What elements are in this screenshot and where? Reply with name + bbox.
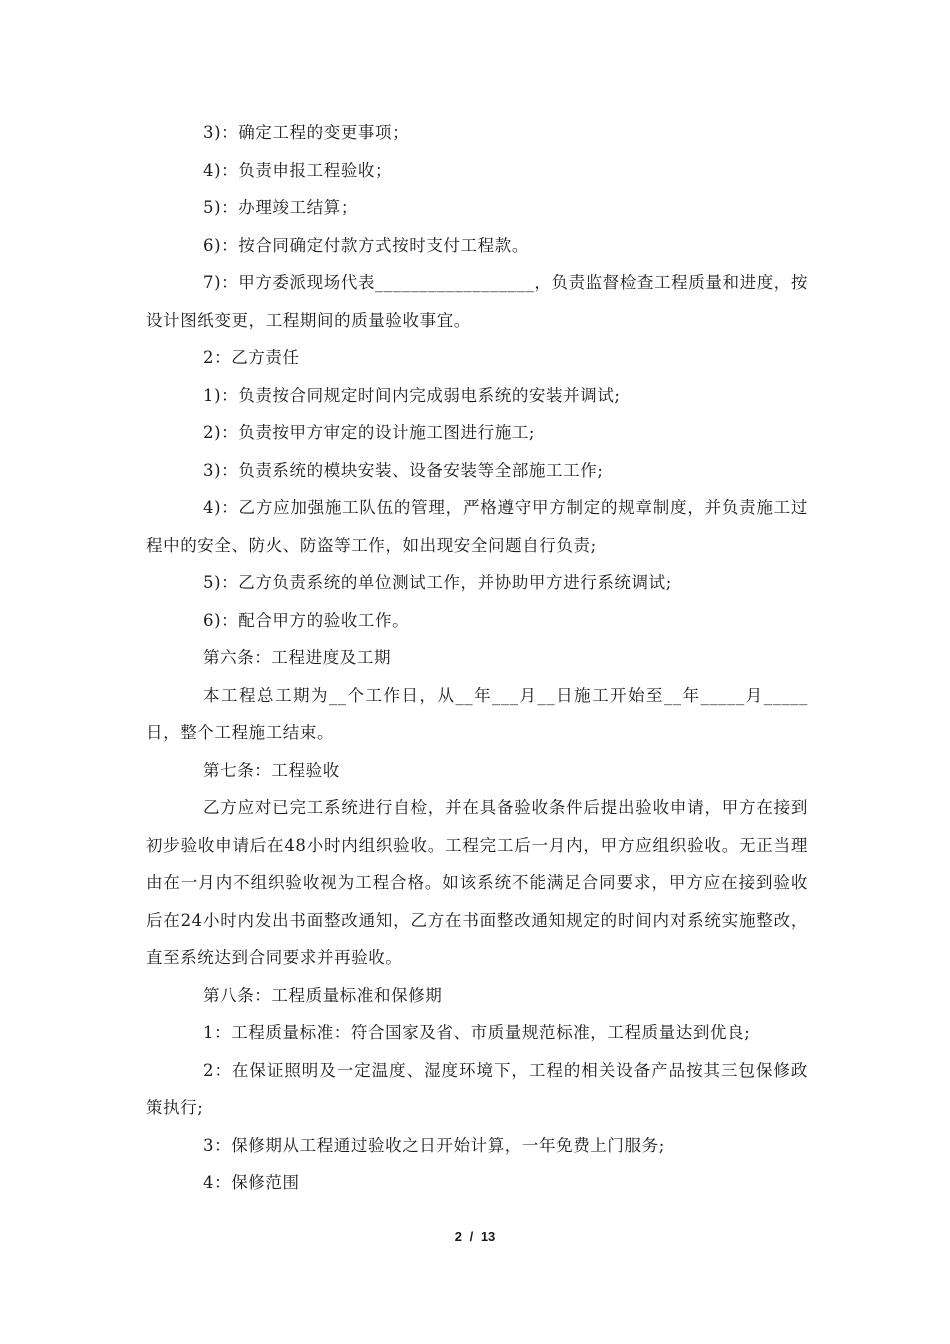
paragraph: 7)：甲方委派现场代表__________________，负责监督检查工程质量和进度，按设计图纸变更，工程期间的质量验收事宜。 <box>146 273 808 330</box>
paragraph: 2：在保证照明及一定温度、湿度环境下，工程的相关设备产品按其三包保修政策执行; <box>146 1060 808 1117</box>
article-heading: 第八条：工程质量标准和保修期 <box>203 985 443 1005</box>
paragraph: 3)：负责系统的模块安装、设备安装等全部施工工作; <box>203 460 604 480</box>
paragraph: 1：工程质量标准：符合国家及省、市质量规范标准，工程质量达到优良; <box>203 1023 751 1042</box>
paragraph: 5)：乙方负责系统的单位测试工作，并协助甲方进行系统调试; <box>203 573 672 592</box>
paragraph: 4)：乙方应加强施工队伍的管理，严格遵守甲方制定的规章制度，并负责施工过程中的安全、防火、防盗等工作，如出现安全问题自行负责; <box>146 498 808 555</box>
paragraph: 4：保修范围 <box>203 1173 300 1192</box>
paragraph: 1)：负责按合同规定时间内完成弱电系统的安装并调试; <box>203 385 621 405</box>
paragraph: 2)：负责按甲方审定的设计施工图进行施工; <box>203 423 536 442</box>
article-heading: 第六条：工程进度及工期 <box>203 648 392 667</box>
page-separator: / <box>469 1229 474 1244</box>
current-page-number: 2 <box>454 1229 462 1244</box>
document-body <box>146 114 808 1202</box>
article-heading: 第七条：工程验收 <box>203 760 340 780</box>
paragraph: 本工程总工期为__个工作日，从__年___月__日施工开始至__年_____月_____日，整个工程施工结束。 <box>146 685 808 742</box>
section-heading: 2：乙方责任 <box>203 348 300 367</box>
total-page-count: 13 <box>480 1229 496 1244</box>
paragraph: 6)：按合同确定付款方式按时支付工程款。 <box>203 235 529 255</box>
paragraph: 5)：办理竣工结算； <box>203 198 358 217</box>
paragraph: 6)：配合甲方的验收工作。 <box>203 610 410 630</box>
paragraph: 3)：确定工程的变更事项； <box>203 123 410 142</box>
paragraph: 乙方应对已完工系统进行自检，并在具备验收条件后提出验收申请，甲方在接到初步验收申请后在48小时内组织验收。工程完工后一月内，甲方应组织验收。无正当理由在一月内不组织验收视为工程合格。如该系统不能满足合同要求，甲方应在接到验收后在24小时内发出书面整改通知，乙方在书面整改通知规定的时间内对系统实施整改，直至系统达到合同要求并再验收。 <box>146 798 808 967</box>
paragraph: 4)：负责申报工程验收； <box>203 160 393 180</box>
paragraph: 3：保修期从工程通过验收之日开始计算，一年免费上门服务; <box>203 1135 665 1155</box>
page-number <box>0 1229 950 1244</box>
